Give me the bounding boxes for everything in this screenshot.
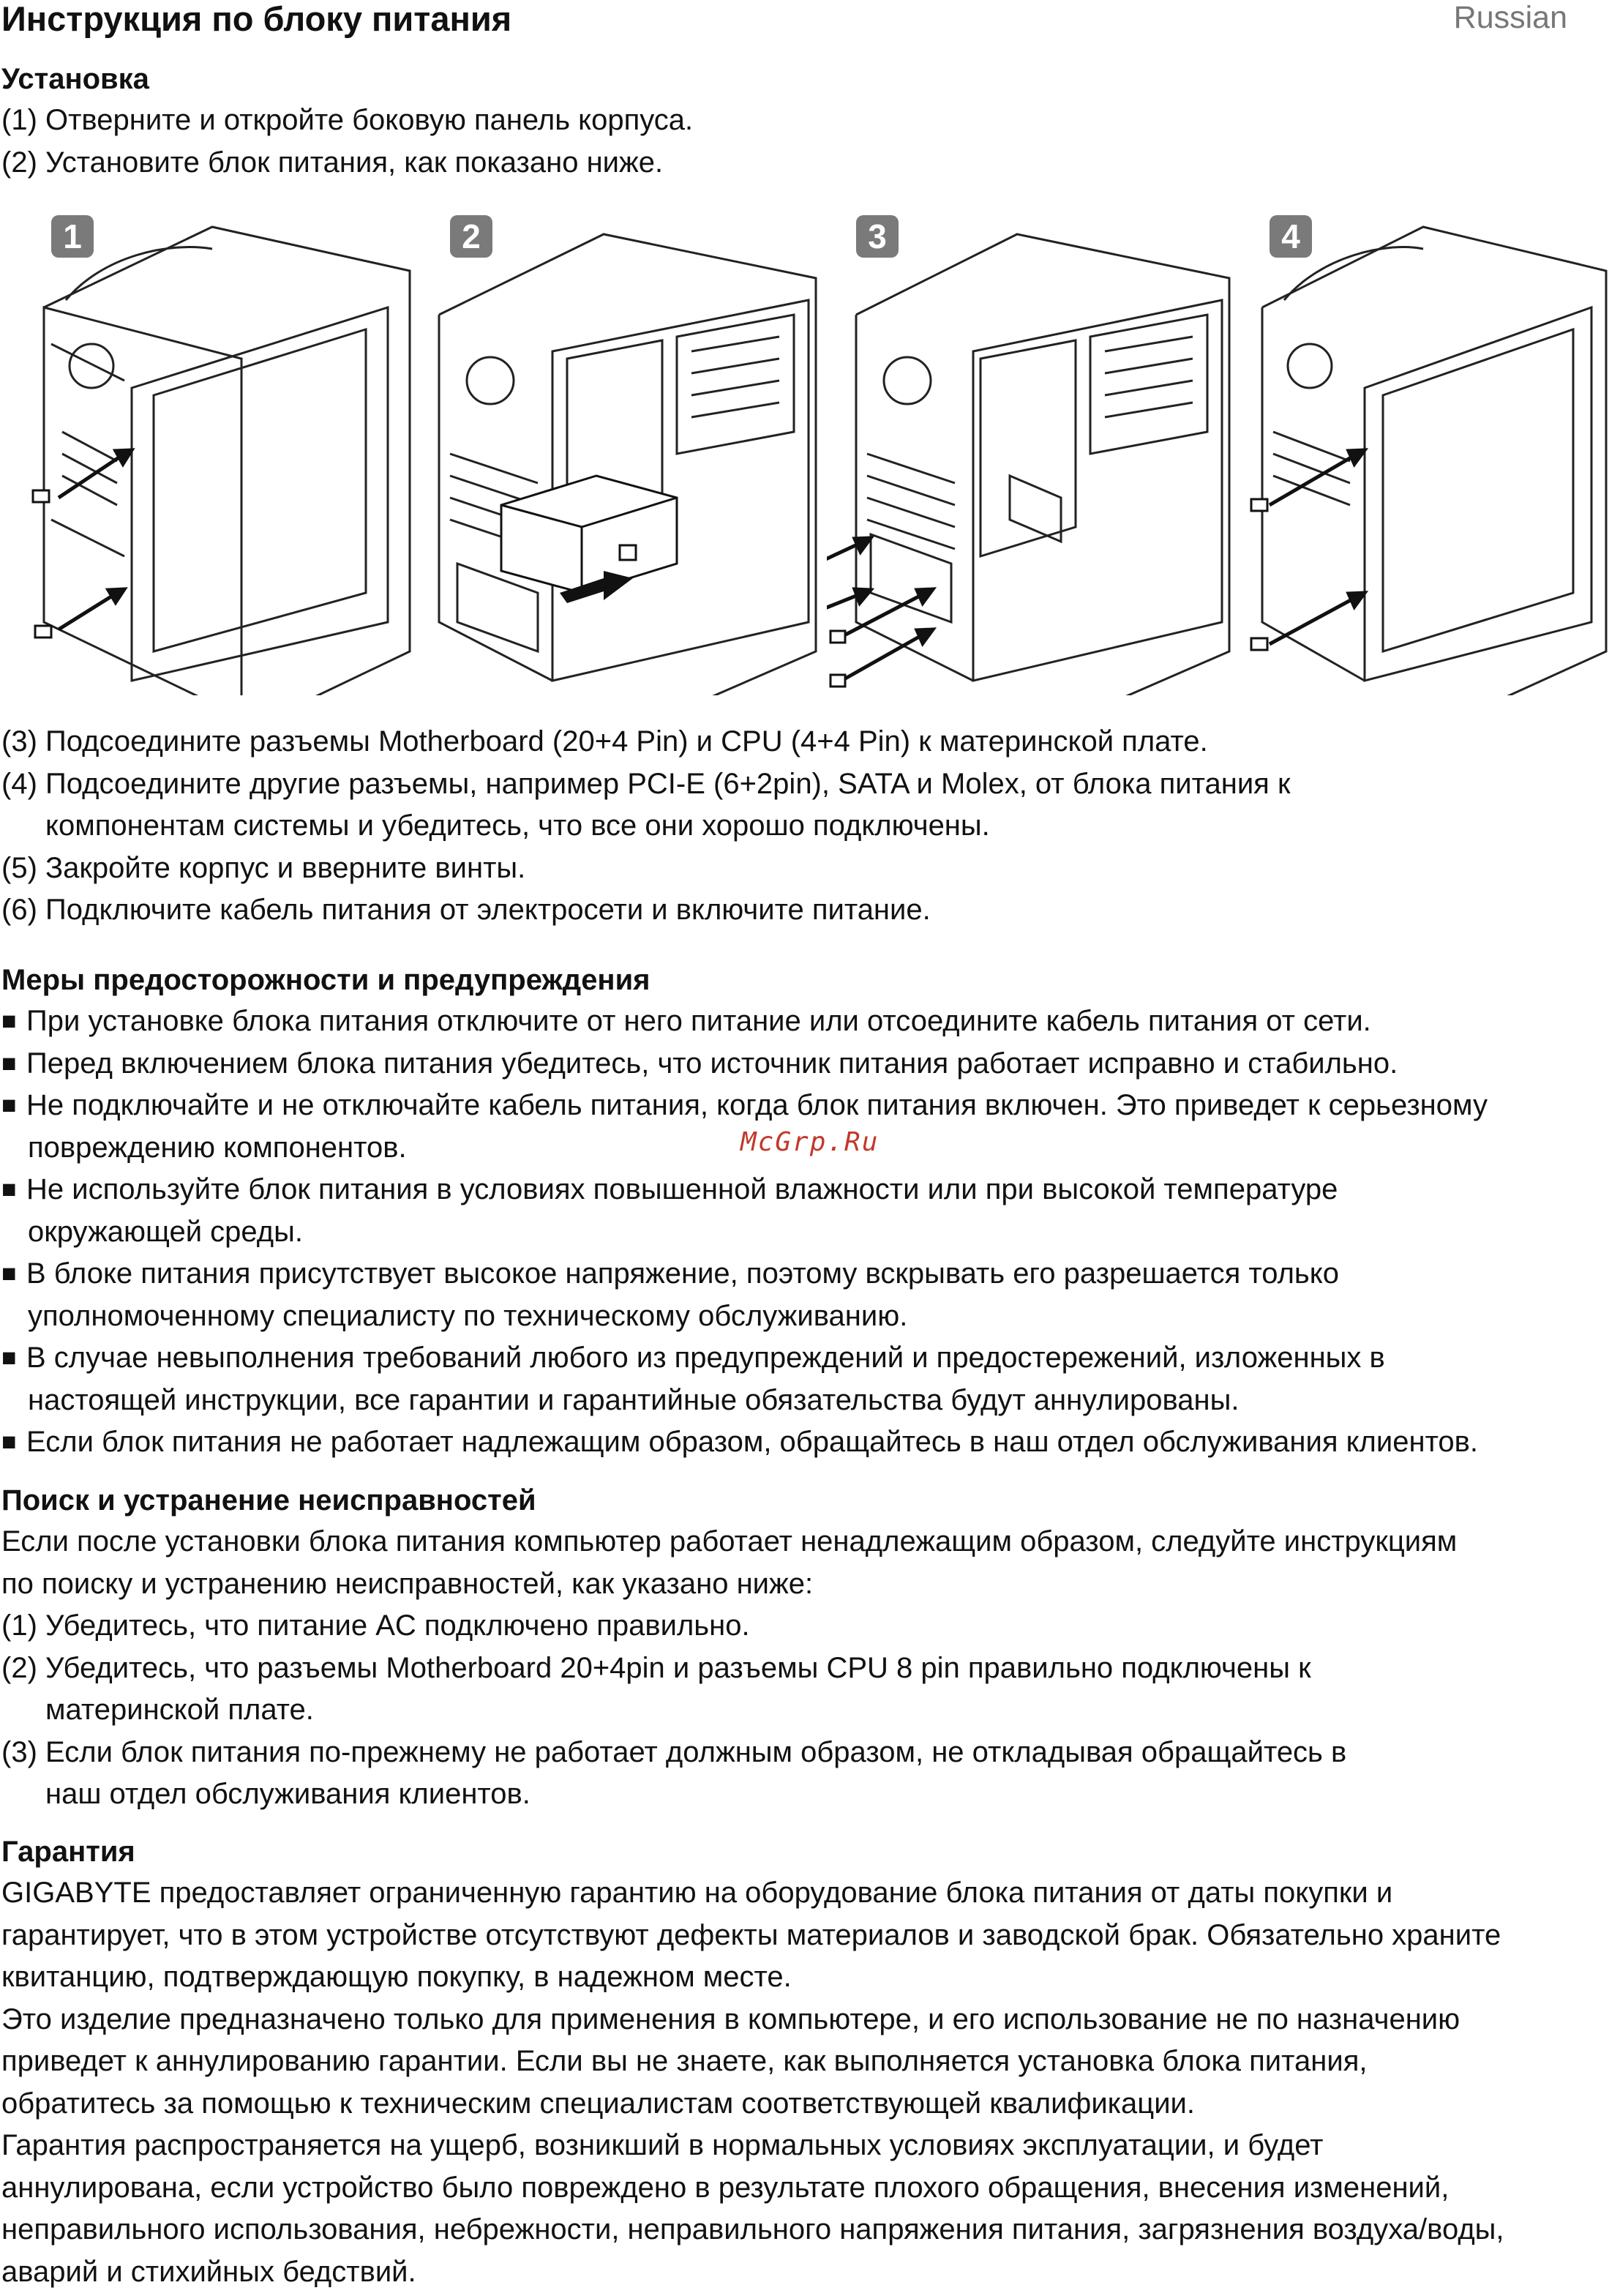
install-step: (4) Подсоедините другие разъемы, например PCI-E (6+2pin), SATA и Molex, от блока питания к xyxy=(1,767,1291,800)
bullet-icon: ■ xyxy=(1,1260,17,1287)
figure-panel-3 xyxy=(827,212,1237,695)
warranty-line: Гарантия распространяется на ущерб, возникший в нормальных условиях эксплуатации, и будет xyxy=(1,2129,1324,2161)
step-badge-3: 3 xyxy=(856,215,899,258)
precaution-item: ■ При установке блока питания отключите от него питание или отсоедините кабель питания от сети. xyxy=(1,1001,1619,1043)
troubleshooting-step-continuation: материнской плате. xyxy=(45,1694,314,1726)
warranty-line: аварий и стихийных бедствий. xyxy=(1,2255,416,2288)
case-drawing-psu-insertion xyxy=(428,212,823,695)
precaution-item: ■ Не используйте блок питания в условиях повышенной влажности или при высокой температуре xyxy=(1,1169,1619,1211)
figure-panel-1 xyxy=(22,212,417,695)
precaution-item: ■ Не подключайте и не отключайте кабель питания, когда блок питания включен. Это приведет к серьезному xyxy=(1,1085,1619,1127)
install-step: (3) Подсоедините разъемы Motherboard (20+4 Pin) и CPU (4+4 Pin) к материнской плате. xyxy=(1,725,1208,758)
troubleshooting-step: (3) Если блок питания по-прежнему не работает должным образом, не откладывая обращайтесь в xyxy=(1,1735,1347,1768)
page-title: Инструкция по блоку питания xyxy=(1,0,512,38)
install-step: (6) Подключите кабель питания от электросети и включите питание. xyxy=(1,894,931,926)
step-badge-2: 2 xyxy=(450,215,492,258)
precautions-section xyxy=(1,960,1619,1464)
precaution-item-continuation: окружающей среды. xyxy=(28,1215,303,1248)
precaution-item: ■ В случае невыполнения требований любого из предупреждений и предостережений, изложенных в xyxy=(1,1337,1619,1380)
bullet-icon: ■ xyxy=(1,1175,17,1203)
troubleshooting-heading: Поиск и устранение неисправностей xyxy=(1,1484,536,1517)
warranty-line: приведет к аннулированию гарантии. Если вы не знаете, как выполняется установка блока питания, xyxy=(1,2045,1368,2077)
precaution-item: ■ Перед включением блока питания убедитесь, что источник питания работает исправно и стабильно. xyxy=(1,1043,1619,1085)
bullet-icon: ■ xyxy=(1,1344,17,1372)
precaution-item: ■ В блоке питания присутствует высокое напряжение, поэтому вскрывать его разрешается только xyxy=(1,1253,1619,1295)
bullet-icon: ■ xyxy=(1,1091,17,1119)
troubleshooting-intro: по поиску и устранению неисправностей, как указано ниже: xyxy=(1,1567,814,1600)
precaution-item-continuation: уполномоченному специалисту по техническому обслуживанию. xyxy=(28,1299,908,1332)
install-heading: Установка xyxy=(1,63,149,95)
watermark[interactable]: McGrp.Ru xyxy=(740,1127,880,1157)
warranty-section xyxy=(1,1831,1619,2293)
troubleshooting-step: (1) Убедитесь, что питание AC подключено правильно. xyxy=(1,1609,750,1642)
figure-panel-2 xyxy=(428,212,823,695)
warranty-line: Это изделие предназначено только для применения в компьютере, и его использование не по назначению xyxy=(1,2003,1460,2035)
install-step: (1) Отверните и откройте боковую панель корпуса. xyxy=(1,104,694,136)
troubleshooting-intro: Если после установки блока питания компьютер работает ненадлежащим образом, следуйте инструкциям xyxy=(1,1525,1458,1558)
bullet-icon: ■ xyxy=(1,1428,17,1456)
warranty-line: обратитесь за помощью к техническим специалистам соответствующей квалификации. xyxy=(1,2087,1196,2120)
troubleshooting-step-continuation: наш отдел обслуживания клиентов. xyxy=(45,1778,530,1810)
warranty-line: неправильного использования, небрежности, неправильного напряжения питания, загрязнения воздуха/воды, xyxy=(1,2213,1504,2245)
warranty-line: GIGABYTE предоставляет ограниченную гарантию на оборудование блока питания от даты покупки и xyxy=(1,1877,1393,1909)
language-label: Russian xyxy=(1453,0,1567,35)
troubleshooting-section xyxy=(1,1480,1619,1816)
precaution-item-continuation: повреждению компонентов. xyxy=(28,1131,407,1164)
bullet-icon: ■ xyxy=(1,1049,17,1077)
install-step-continuation: компонентам системы и убедитесь, что все они хорошо подключены. xyxy=(45,809,990,842)
install-step: (5) Закройте корпус и вверните винты. xyxy=(1,851,526,884)
precaution-item: ■ Если блок питания не работает надлежащим образом, обращайтесь в наш отдел обслуживания клиентов. xyxy=(1,1421,1619,1464)
install-section xyxy=(1,59,1619,184)
case-drawing-screw-fixing xyxy=(827,212,1237,695)
warranty-line: квитанцию, подтверждающую покупку, в надежном месте. xyxy=(1,1961,792,1993)
troubleshooting-step: (2) Убедитесь, что разъемы Motherboard 20+4pin и разъемы CPU 8 pin правильно подключены к xyxy=(1,1651,1311,1684)
case-drawing-side-panel-closing xyxy=(1240,212,1613,695)
step-badge-4: 4 xyxy=(1270,215,1312,258)
warranty-line: гарантирует, что в этом устройстве отсутствуют дефекты материалов и заводской брак. Обязательно храните xyxy=(1,1918,1501,1951)
bullet-icon: ■ xyxy=(1,1007,17,1035)
figure-panel-4 xyxy=(1240,212,1613,695)
precaution-item-continuation: настоящей инструкции, все гарантии и гарантийные обязательства будут аннулированы. xyxy=(28,1383,1240,1416)
precautions-heading: Меры предосторожности и предупреждения xyxy=(1,964,650,996)
case-drawing-side-panel-removal xyxy=(22,212,417,695)
install-illustration xyxy=(22,212,1620,695)
install-steps-continued xyxy=(1,721,1619,932)
install-step: (2) Установите блок питания, как показано ниже. xyxy=(1,146,664,179)
warranty-line: аннулирована, если устройство было повреждено в результате плохого обращения, внесения изменений, xyxy=(1,2171,1450,2204)
warranty-heading: Гарантия xyxy=(1,1836,135,1868)
step-badge-1: 1 xyxy=(51,215,94,258)
